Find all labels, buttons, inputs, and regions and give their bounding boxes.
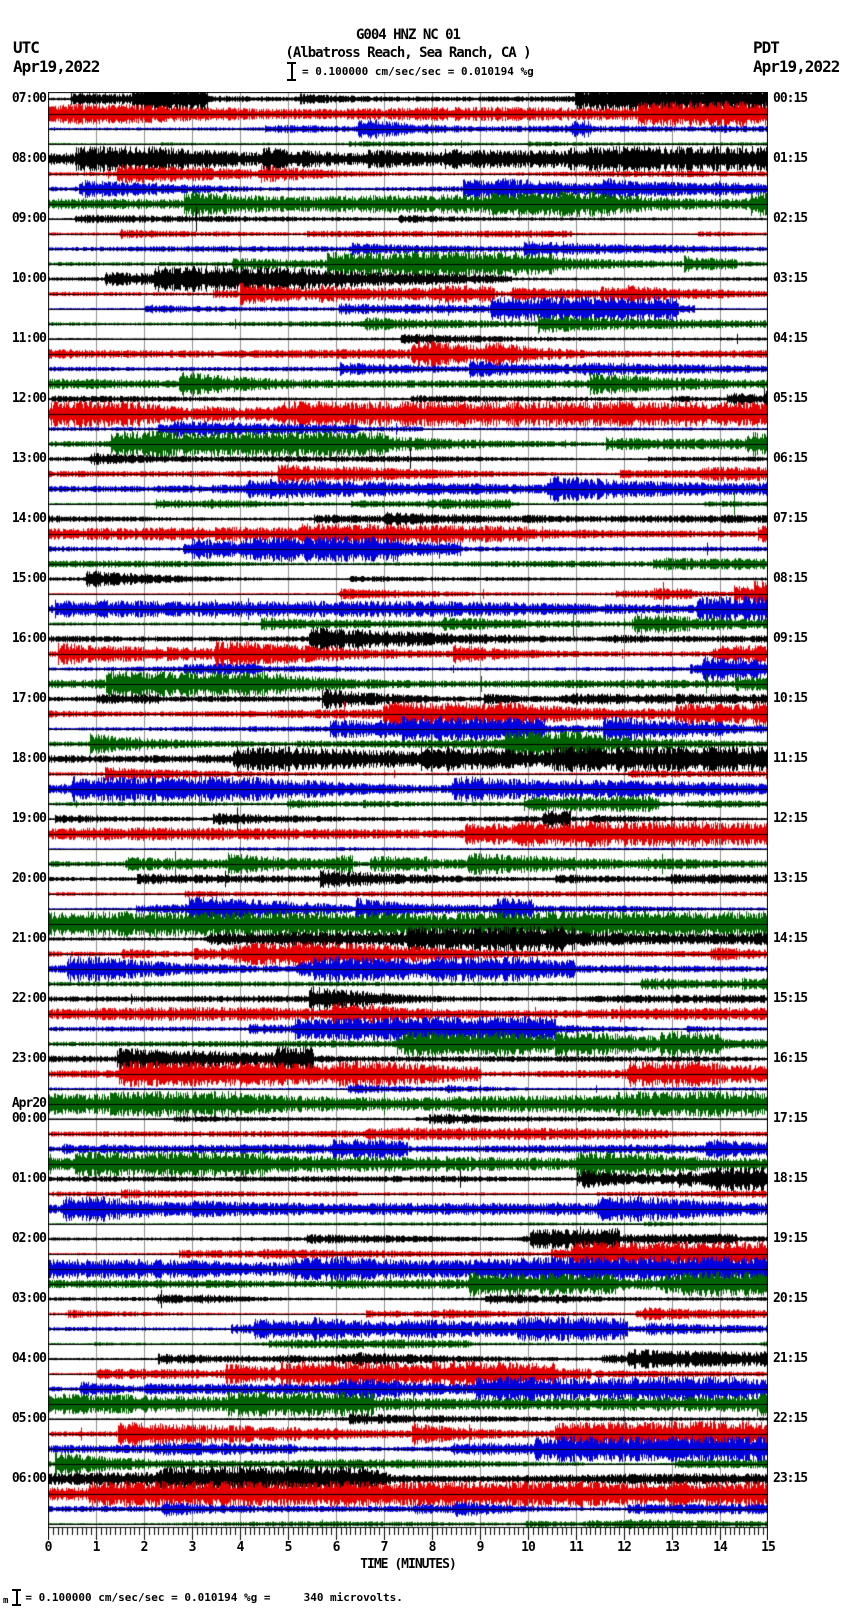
utc-hour-label: 03:00	[11, 1291, 46, 1306]
station-location: (Albatross Reach, Sea Ranch, CA )	[285, 45, 531, 61]
utc-hour-label: 11:00	[11, 331, 46, 346]
x-tick-label: 11	[569, 1540, 583, 1555]
utc-hour-label: 00:00	[11, 1111, 46, 1126]
pdt-hour-label: 01:15	[773, 151, 808, 166]
x-tick-label: 15	[761, 1540, 775, 1555]
utc-hour-label: 21:00	[11, 931, 46, 946]
amplitude-scale-legend	[287, 62, 534, 81]
pdt-hour-label: 18:15	[773, 1171, 808, 1186]
utc-hour-label: 04:00	[11, 1351, 46, 1366]
x-tick-label: 9	[476, 1540, 484, 1555]
scale-text: = 0.100000 cm/sec/sec = 0.010194 %g	[302, 65, 534, 78]
pdt-hour-label: 13:15	[773, 871, 808, 886]
x-tick-label: 4	[236, 1540, 244, 1555]
x-tick-label: 13	[665, 1540, 679, 1555]
utc-hour-label: 14:00	[11, 511, 46, 526]
pdt-hour-label: 08:15	[773, 571, 808, 586]
x-tick-label: 6	[332, 1540, 340, 1555]
pdt-hour-label: 12:15	[773, 811, 808, 826]
pdt-hour-label: 17:15	[773, 1111, 808, 1126]
footer-scale-text: = 0.100000 cm/sec/sec = 0.010194 %g = 340 microvolts.	[25, 1591, 403, 1604]
scale-bar-icon	[12, 1589, 21, 1606]
pdt-hour-label: 04:15	[773, 331, 808, 346]
utc-hour-label: 18:00	[11, 751, 46, 766]
footer-prefix: m	[3, 1596, 9, 1606]
station-title: G004 HNZ NC 01	[355, 27, 460, 43]
utc-hour-label: 08:00	[11, 151, 46, 166]
left-date-label: Apr19,2022	[13, 57, 100, 76]
x-tick-label: 0	[44, 1540, 52, 1555]
date-break-label: Apr20	[11, 1096, 46, 1111]
footer-scale-legend	[3, 1589, 403, 1606]
right-timezone-label: PDT	[753, 38, 779, 57]
pdt-hour-label: 07:15	[773, 511, 808, 526]
pdt-hour-label: 06:15	[773, 451, 808, 466]
right-date-label: Apr19,2022	[753, 57, 840, 76]
utc-hour-label: 10:00	[11, 271, 46, 286]
utc-hour-label: 12:00	[11, 391, 46, 406]
utc-hour-label: 17:00	[11, 691, 46, 706]
scale-bar-icon	[287, 62, 296, 81]
pdt-hour-label: 00:15	[773, 91, 808, 106]
utc-hour-label: 15:00	[11, 571, 46, 586]
left-timezone-label: UTC	[13, 38, 39, 57]
x-tick-label: 3	[188, 1540, 196, 1555]
pdt-hour-label: 23:15	[773, 1471, 808, 1486]
utc-hour-label: 07:00	[11, 91, 46, 106]
pdt-hour-label: 10:15	[773, 691, 808, 706]
pdt-hour-label: 14:15	[773, 931, 808, 946]
pdt-hour-label: 02:15	[773, 211, 808, 226]
utc-hour-label: 23:00	[11, 1051, 46, 1066]
pdt-hour-label: 03:15	[773, 271, 808, 286]
x-tick-label: 14	[713, 1540, 727, 1555]
pdt-hour-label: 05:15	[773, 391, 808, 406]
pdt-hour-label: 11:15	[773, 751, 808, 766]
utc-hour-label: 16:00	[11, 631, 46, 646]
x-tick-label: 8	[428, 1540, 436, 1555]
pdt-hour-label: 15:15	[773, 991, 808, 1006]
x-tick-label: 5	[284, 1540, 292, 1555]
pdt-hour-label: 21:15	[773, 1351, 808, 1366]
utc-hour-label: 20:00	[11, 871, 46, 886]
utc-hour-label: 05:00	[11, 1411, 46, 1426]
x-tick-label: 7	[380, 1540, 388, 1555]
utc-hour-label: 02:00	[11, 1231, 46, 1246]
helicorder-canvas	[48, 92, 768, 1542]
x-tick-label: 2	[140, 1540, 148, 1555]
pdt-hour-label: 22:15	[773, 1411, 808, 1426]
x-tick-label: 12	[617, 1540, 631, 1555]
pdt-hour-label: 16:15	[773, 1051, 808, 1066]
x-axis-title: TIME (MINUTES)	[360, 1557, 456, 1572]
utc-hour-label: 06:00	[11, 1471, 46, 1486]
x-tick-label: 10	[521, 1540, 535, 1555]
pdt-hour-label: 19:15	[773, 1231, 808, 1246]
pdt-hour-label: 09:15	[773, 631, 808, 646]
utc-hour-label: 22:00	[11, 991, 46, 1006]
x-tick-label: 1	[92, 1540, 100, 1555]
pdt-hour-label: 20:15	[773, 1291, 808, 1306]
utc-hour-label: 01:00	[11, 1171, 46, 1186]
utc-hour-label: 13:00	[11, 451, 46, 466]
utc-hour-label: 19:00	[11, 811, 46, 826]
utc-hour-label: 09:00	[11, 211, 46, 226]
